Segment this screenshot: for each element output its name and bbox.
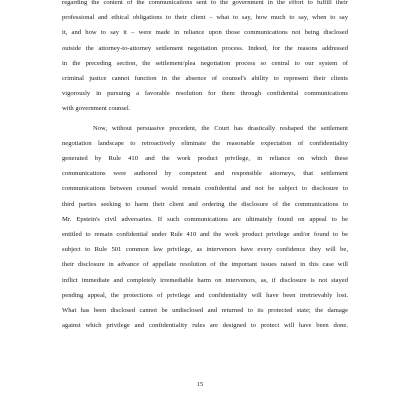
text-line: What has been disclosed cannot be undisclosed and returned to its protected state; the damage [62, 307, 348, 315]
body-text [62, 0, 348, 333]
text-line: with government counsel. [62, 105, 131, 113]
text-line: regarding the content of the communications sent to the government in the effort to fulfill their [62, 0, 348, 6]
text-line: outside the attorney-to-attorney settlement negotiation process. Indeed, for the reasons addressed [62, 44, 348, 52]
text-line: in the preceding section, the settlement/plea negotiation process so central to our system of [62, 59, 348, 67]
text-line: pending appeal, the protections of privilege and confidentiality will have been irretrievably lost. [62, 291, 348, 299]
page-number: 15 [196, 381, 204, 388]
text-line: communications were authored by competent and responsible attorneys, that settlement [62, 170, 348, 178]
text-line: Mr. Epstein's civil adversaries. If such communications are ultimately found on appeal to be [62, 215, 348, 223]
text-line: Now, without persuasive precedent, the Court has drastically reshaped the settlement [93, 124, 348, 132]
text-line: communications between counsel would remain confidential and not be subject to disclosure to [62, 185, 348, 193]
text-line: inflict immediate and completely irremediable harm on intervenors, as, if disclosure is not stayed [62, 276, 348, 284]
text-line: negotiation landscape to retroactively eliminate the reasonable expectation of confidentiality [62, 139, 348, 147]
text-line: against which privilege and confidentiality rules are designed to protect will have been done. [62, 322, 348, 330]
paragraph [62, 121, 348, 334]
text-line: vigorously in pursuing a favorable resolution for them through confidential communications [62, 90, 348, 98]
text-line: entitled to remain confidential under Rule 410 and the work product privilege and/or found to be [62, 231, 348, 239]
text-line: professional and ethical obligations to their client – what to say, how much to say, when to say [62, 14, 348, 22]
text-line: criminal justice cannot function in the absence of counsel's ability to represent their clients [62, 75, 348, 83]
text-line: it, and how to say it – were made in reliance upon those communications not being disclosed [62, 29, 348, 37]
paragraph [62, 0, 348, 117]
text-line: their disclosure in advance of appellate resolution of the important issues raised in this case will [62, 261, 348, 269]
text-line: third parties seeking to harm their client and ordering the disclosure of the communications to [62, 200, 348, 208]
text-line: generated by Rule 410 and the work product privilege, in reliance on which these [62, 155, 348, 163]
text-line: subject to Rule 501 common law privilege, as intervenors have every confidence they will be, [62, 246, 348, 254]
